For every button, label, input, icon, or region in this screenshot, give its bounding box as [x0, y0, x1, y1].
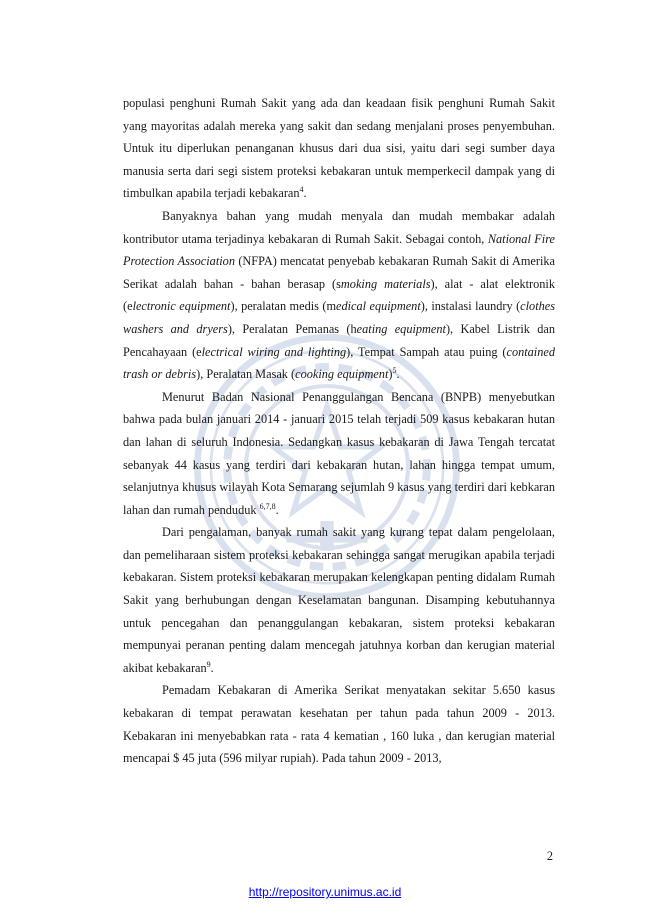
- paragraph: [123, 386, 555, 522]
- italic-term: National Fire Protection Association: [123, 231, 555, 269]
- text-run: ): [388, 367, 393, 382]
- text-run: ), Kabel Listrik dan Pencahayaan (e: [123, 321, 555, 359]
- paragraph: [123, 205, 555, 386]
- text-run: populasi penghuni Rumah Sakit yang ada dan keadaan fisik penghuni Rumah Sakit yang mayoritas adalah mereka yang sakit dan sedang menjalani proses penyembuhan. Untuk itu diperlukan penanganan khusus dari dua sisi, yaitu dari segi sumber daya manusia serta dari segi sistem proteksi kebakaran untuk memperkecil dampak yang di timbulkan apabila terjadi kebakaran: [123, 96, 555, 201]
- citation-superscript: 4: [299, 185, 304, 195]
- text-run: ), instalasi laundry (: [420, 299, 521, 314]
- paragraph: [123, 521, 555, 679]
- text-run: .: [210, 660, 214, 675]
- italic-term: contained trash or debris: [123, 344, 555, 382]
- text-run: Banyaknya bahan yang mudah menyala dan mudah membakar adalah kontributor utama terjadinya kebakaran di Rumah Sakit. Sebagai contoh,: [123, 208, 555, 246]
- text-run: ), Peralatan Masak (: [196, 367, 296, 382]
- text-run: .: [396, 367, 400, 382]
- text-run: Dari pengalaman, banyak rumah sakit yang kurang tepat dalam pengelolaan, dan pemeliharaan sistem proteksi kebakaran sehingga sangat merugikan apabila terjadi kebakaran. Sistem proteksi kebakaran merupakan kelengkapan penting didalam Rumah Sakit yang berhubungan dengan Keselamatan bangunan. Disamping kebutuhannya untuk pencegahan dan penanggulangan kebakaran, sistem proteksi kebakaran mempunyai peranan penting dalam mencegah jatuhnya korban dan kerugian material akibat kebakaran: [123, 525, 555, 675]
- citation-superscript: 9: [206, 659, 211, 669]
- body-text: [123, 92, 555, 770]
- citation-superscript: 6,7,8: [259, 501, 276, 511]
- footer: [0, 885, 650, 899]
- citation-superscript: 5: [392, 366, 397, 376]
- text-run: ), alat - alat elektronik (e: [123, 276, 555, 314]
- paragraph: [123, 679, 555, 769]
- text-run: Menurut Badan Nasional Penanggulangan Bencana (BNPB) menyebutkan bahwa pada bulan januari 2014 - januari 2015 telah terjadi 509 kasus kebakaran hutan dan lahan di seluruh Indonesia. Sedangkan kasus kebakaran di Jawa Tengah tercatat sebanyak 44 kasus yang terdiri dari kebakaran hutan, lahan hingga tempat umum, selanjutnya khusus wilayah Kota Semarang sejumlah 9 kasus yang terdiri dari kebkaran lahan dan rumah penduduk: [123, 389, 555, 517]
- italic-term: clothes washers and dryers: [123, 299, 556, 336]
- text-run: Pemadam Kebakaran di Amerika Serikat menyatakan sekitar 5.650 kasus kebakaran di tempat perawatan kesehatan per tahun pada tahun 2009 - 2013. Kebakaran ini menyebabkan rata - rata 4 kematian , 160 luka , dan kerugian material mencapai $ 45 juta (596 milyar rupiah). Pada tahun 2009 - 2013,: [123, 683, 555, 766]
- text-run: .: [275, 502, 279, 517]
- paragraph: [123, 92, 555, 205]
- text-run: ), Peralatan Pemanas (h: [227, 321, 357, 336]
- text-run: ), peralatan medis (m: [230, 299, 337, 314]
- text-run: (NFPA) mencatat penyebab kebakaran Rumah Sakit di Amerika Serikat adalah bahan - bahan berasap (s: [123, 254, 555, 291]
- italic-term: cooking equipment: [295, 367, 389, 382]
- text-run: ), Tempat Sampah atau puing (: [346, 344, 507, 359]
- italic-term: lectronic equipment: [132, 299, 231, 314]
- italic-term: edical equipment: [336, 299, 421, 314]
- italic-term: lectrical wiring and lighting: [201, 344, 347, 359]
- italic-term: moking materials: [340, 276, 431, 291]
- page-number: 2: [546, 849, 553, 863]
- italic-term: eating equipment: [356, 321, 446, 336]
- text-run: .: [303, 186, 307, 201]
- repository-link[interactable]: http://repository.unimus.ac.id: [248, 885, 402, 899]
